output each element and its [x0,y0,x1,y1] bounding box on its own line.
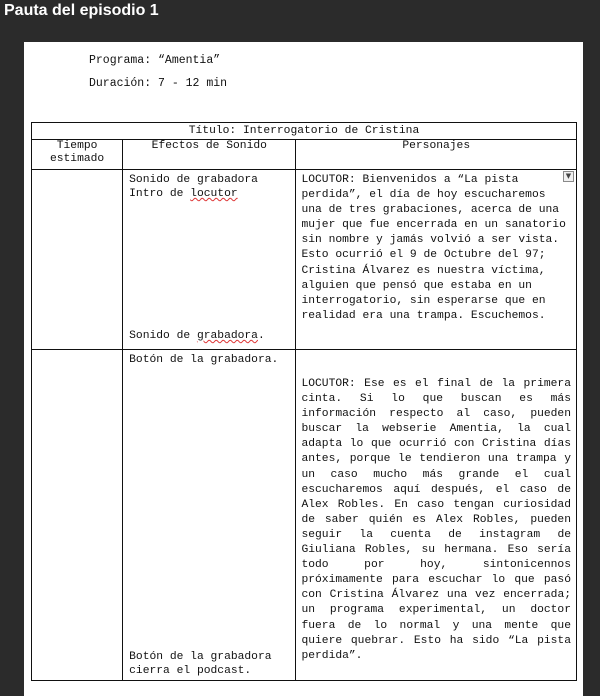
characters-text: LOCUTOR: Ese es el final de la primera cinta. Si lo que buscan es más información respecto al caso, pueden buscar la webserie Amentia, la cual adapta lo que ocurrió con Cristina días antes, porque le tendieron una trampa y un caso mucho más grande el cual escucharemos aquí después, el caso de Alex Robles. En caso tengan curiosidad de saber quién es Alex Robles, pueden seguir la cuenta de instagram de Giuliana Robles, su hermana. Eso sería todo por hoy, sintonicennos próximamente para escuchar lo que pasó con Cristina Álvarez una vez encerrada; un programa experimental, un doctor fuera de lo normal y una mente que quiere quebrar. Esto ha sido “La pista perdida”. [301,378,571,662]
effects-text: Sonido de [129,330,197,342]
effects-text: Intro de [129,188,191,200]
characters-cell[interactable] [296,170,577,350]
characters-cell[interactable] [296,350,577,681]
table-row [32,170,577,350]
chevron-down-icon[interactable]: ▼ [563,171,574,182]
effects-top-text: Botón de la grabadora. [129,354,279,366]
window-title: Pauta del episodio 1 [4,2,159,19]
header-effects: Efectos de Sonido [123,140,296,170]
effects-cell[interactable] [123,350,296,681]
header-characters: Personajes [296,140,577,170]
characters-text: LOCUTOR: Bienvenidos a “La pista perdida”, el día de hoy escucharemos una de tres grabaciones, acerca de una mujer que fue encerrada en un sanatorio sin nombre y jamás volvió a ser vista. Esto ocurrió el 9 de Octubre del 97; Cristina Álvarez es nuestra víctima, alguien que pensó que estaba en un interrogatorio, sin esperarse que en realidad era una trampa. Escuchemos. [301,174,566,322]
effects-line: Sonido de grabadora [129,174,258,186]
effects-text: . [257,330,265,342]
time-cell[interactable] [32,170,123,350]
misspelled-word[interactable]: locutor [190,188,238,200]
time-cell[interactable] [32,350,123,681]
effects-top-text [129,173,291,201]
program-line: Programa: “Amentia” [89,54,221,67]
effects-line [129,187,291,201]
header-time: Tiempo estimado [32,140,123,170]
table-row [32,350,577,681]
effects-cell[interactable] [123,170,296,350]
misspelled-word[interactable]: grabadora [196,330,258,342]
script-table [31,122,577,681]
table-title: Título: Interrogatorio de Cristina [32,123,577,140]
document-page [24,42,583,696]
table-title-row [32,123,577,140]
table-header-row [32,140,577,170]
duration-line: Duración: 7 - 12 min [89,77,228,90]
effects-bottom-text [129,329,291,343]
effects-bottom-text: Botón de la grabadora cierra el podcast. [129,651,272,677]
